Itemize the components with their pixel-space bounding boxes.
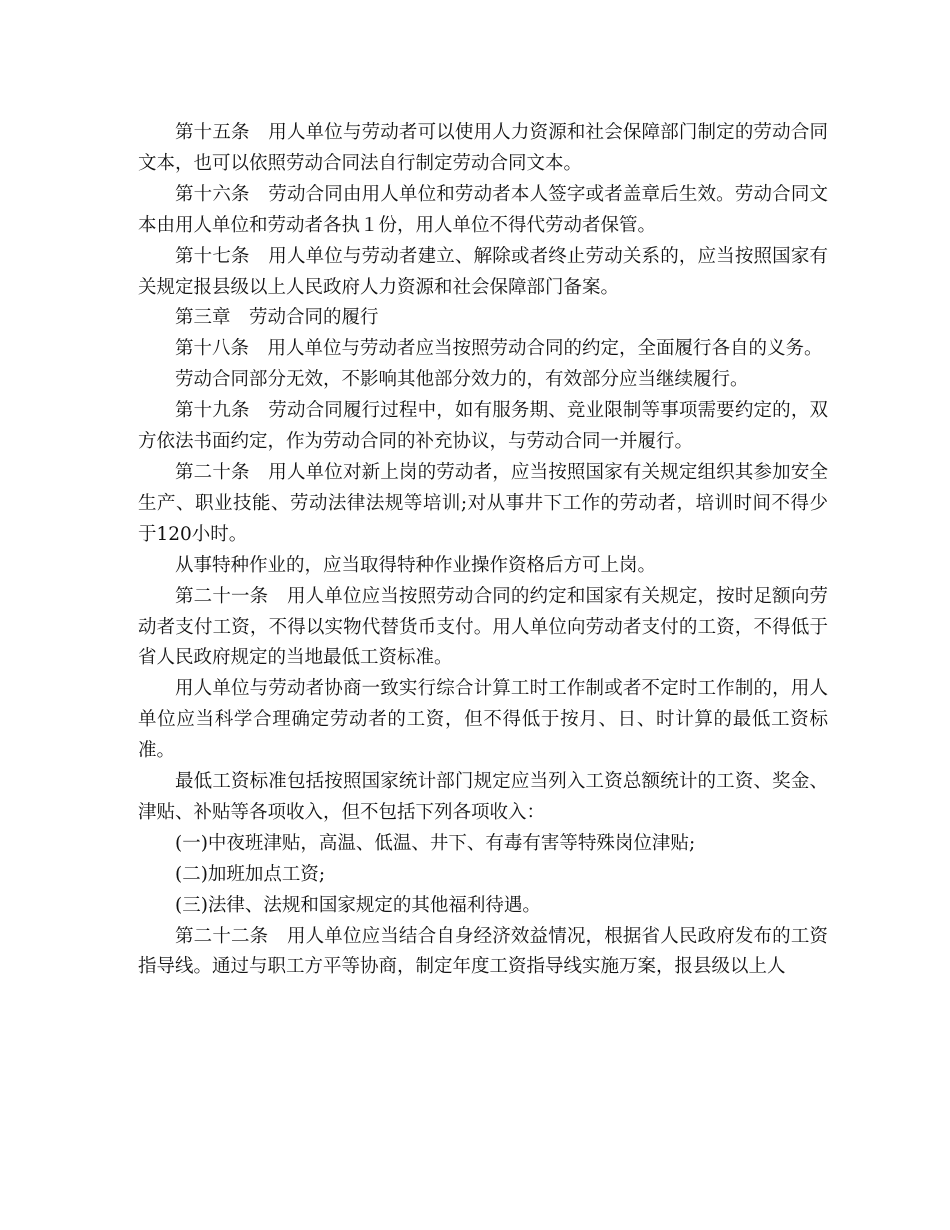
paragraph-article-17: 第十七条 用人单位与劳动者建立、解除或者终止劳动关系的，应当按照国家有关规定报县级以上人民政府人力资源和社会保障部门备案。 [138, 245, 828, 298]
paragraph-article-21-clause-3: 最低工资标准包括按照国家统计部门规定应当列入工资总额统计的工资、奖金、津贴、补贴等各项收入，但不包括下列各项收入： [138, 771, 828, 823]
chapter-3-heading: 第三章 劳动合同的履行 [175, 307, 379, 329]
paragraph-article-18: 第十八条 用人单位与劳动者应当按照劳动合同的约定，全面履行各自的义务。 [175, 338, 823, 360]
list-item-2: (二)加班加点工资; [175, 863, 326, 885]
paragraph-article-18-clause-2: 劳动合同部分无效，不影响其他部分效力的，有效部分应当继续履行。 [175, 369, 749, 391]
paragraph-article-21-clause-2: 用人单位与劳动者协商一致实行综合计算工时工作制或者不定时工作制的，用人单位应当科学合理确定劳动者的工资，但不得低于按月、日、时计算的最低工资标准。 [138, 678, 828, 762]
document-body [138, 118, 828, 983]
list-item-3: (三)法律、法规和国家规定的其他福利待遇。 [175, 894, 541, 916]
list-item-1: (一)中夜班津贴，高温、低温、井下、有毒有害等特殊岗位津贴; [175, 832, 696, 854]
paragraph-article-20: 第二十条 用人单位对新上岗的劳动者，应当按照国家有关规定组织其参加安全生产、职业技能、劳动法律法规等培训;对从事井下工作的劳动者，培训时间不得少于120小时。 [138, 461, 828, 545]
paragraph-article-22: 第二十二条 用人单位应当结合自身经济效益情况，根据省人民政府发布的工资指导线。通过与职工方平等协商，制定年度工资指导线实施万案，报县级以上人 [138, 925, 828, 978]
paragraph-article-15: 第十五条 用人单位与劳动者可以使用人力资源和社会保障部门制定的劳动合同文本，也可以依照劳动合同法自行制定劳动合同文本。 [138, 122, 828, 174]
paragraph-article-20-clause-2: 从事特种作业的，应当取得特种作业操作资格后方可上岗。 [175, 554, 657, 576]
paragraph-article-19: 第十九条 劳动合同履行过程中，如有服务期、竞业限制等事项需要约定的，双方依法书面约定，作为劳动合同的补充协议，与劳动合同一并履行。 [138, 400, 828, 453]
paragraph-article-21: 第二十一条 用人单位应当按照劳动合同的约定和国家有关规定，按时足额向劳动者支付工资，不得以实物代替货币支付。用人单位向劳动者支付的工资，不得低于省人民政府规定的当地最低工资标准。 [138, 585, 828, 669]
paragraph-article-16: 第十六条 劳动合同由用人单位和劳动者本人签字或者盖章后生效。劳动合同文本由用人单位和劳动者各执１份，用人单位不得代劳动者保管。 [138, 183, 828, 236]
